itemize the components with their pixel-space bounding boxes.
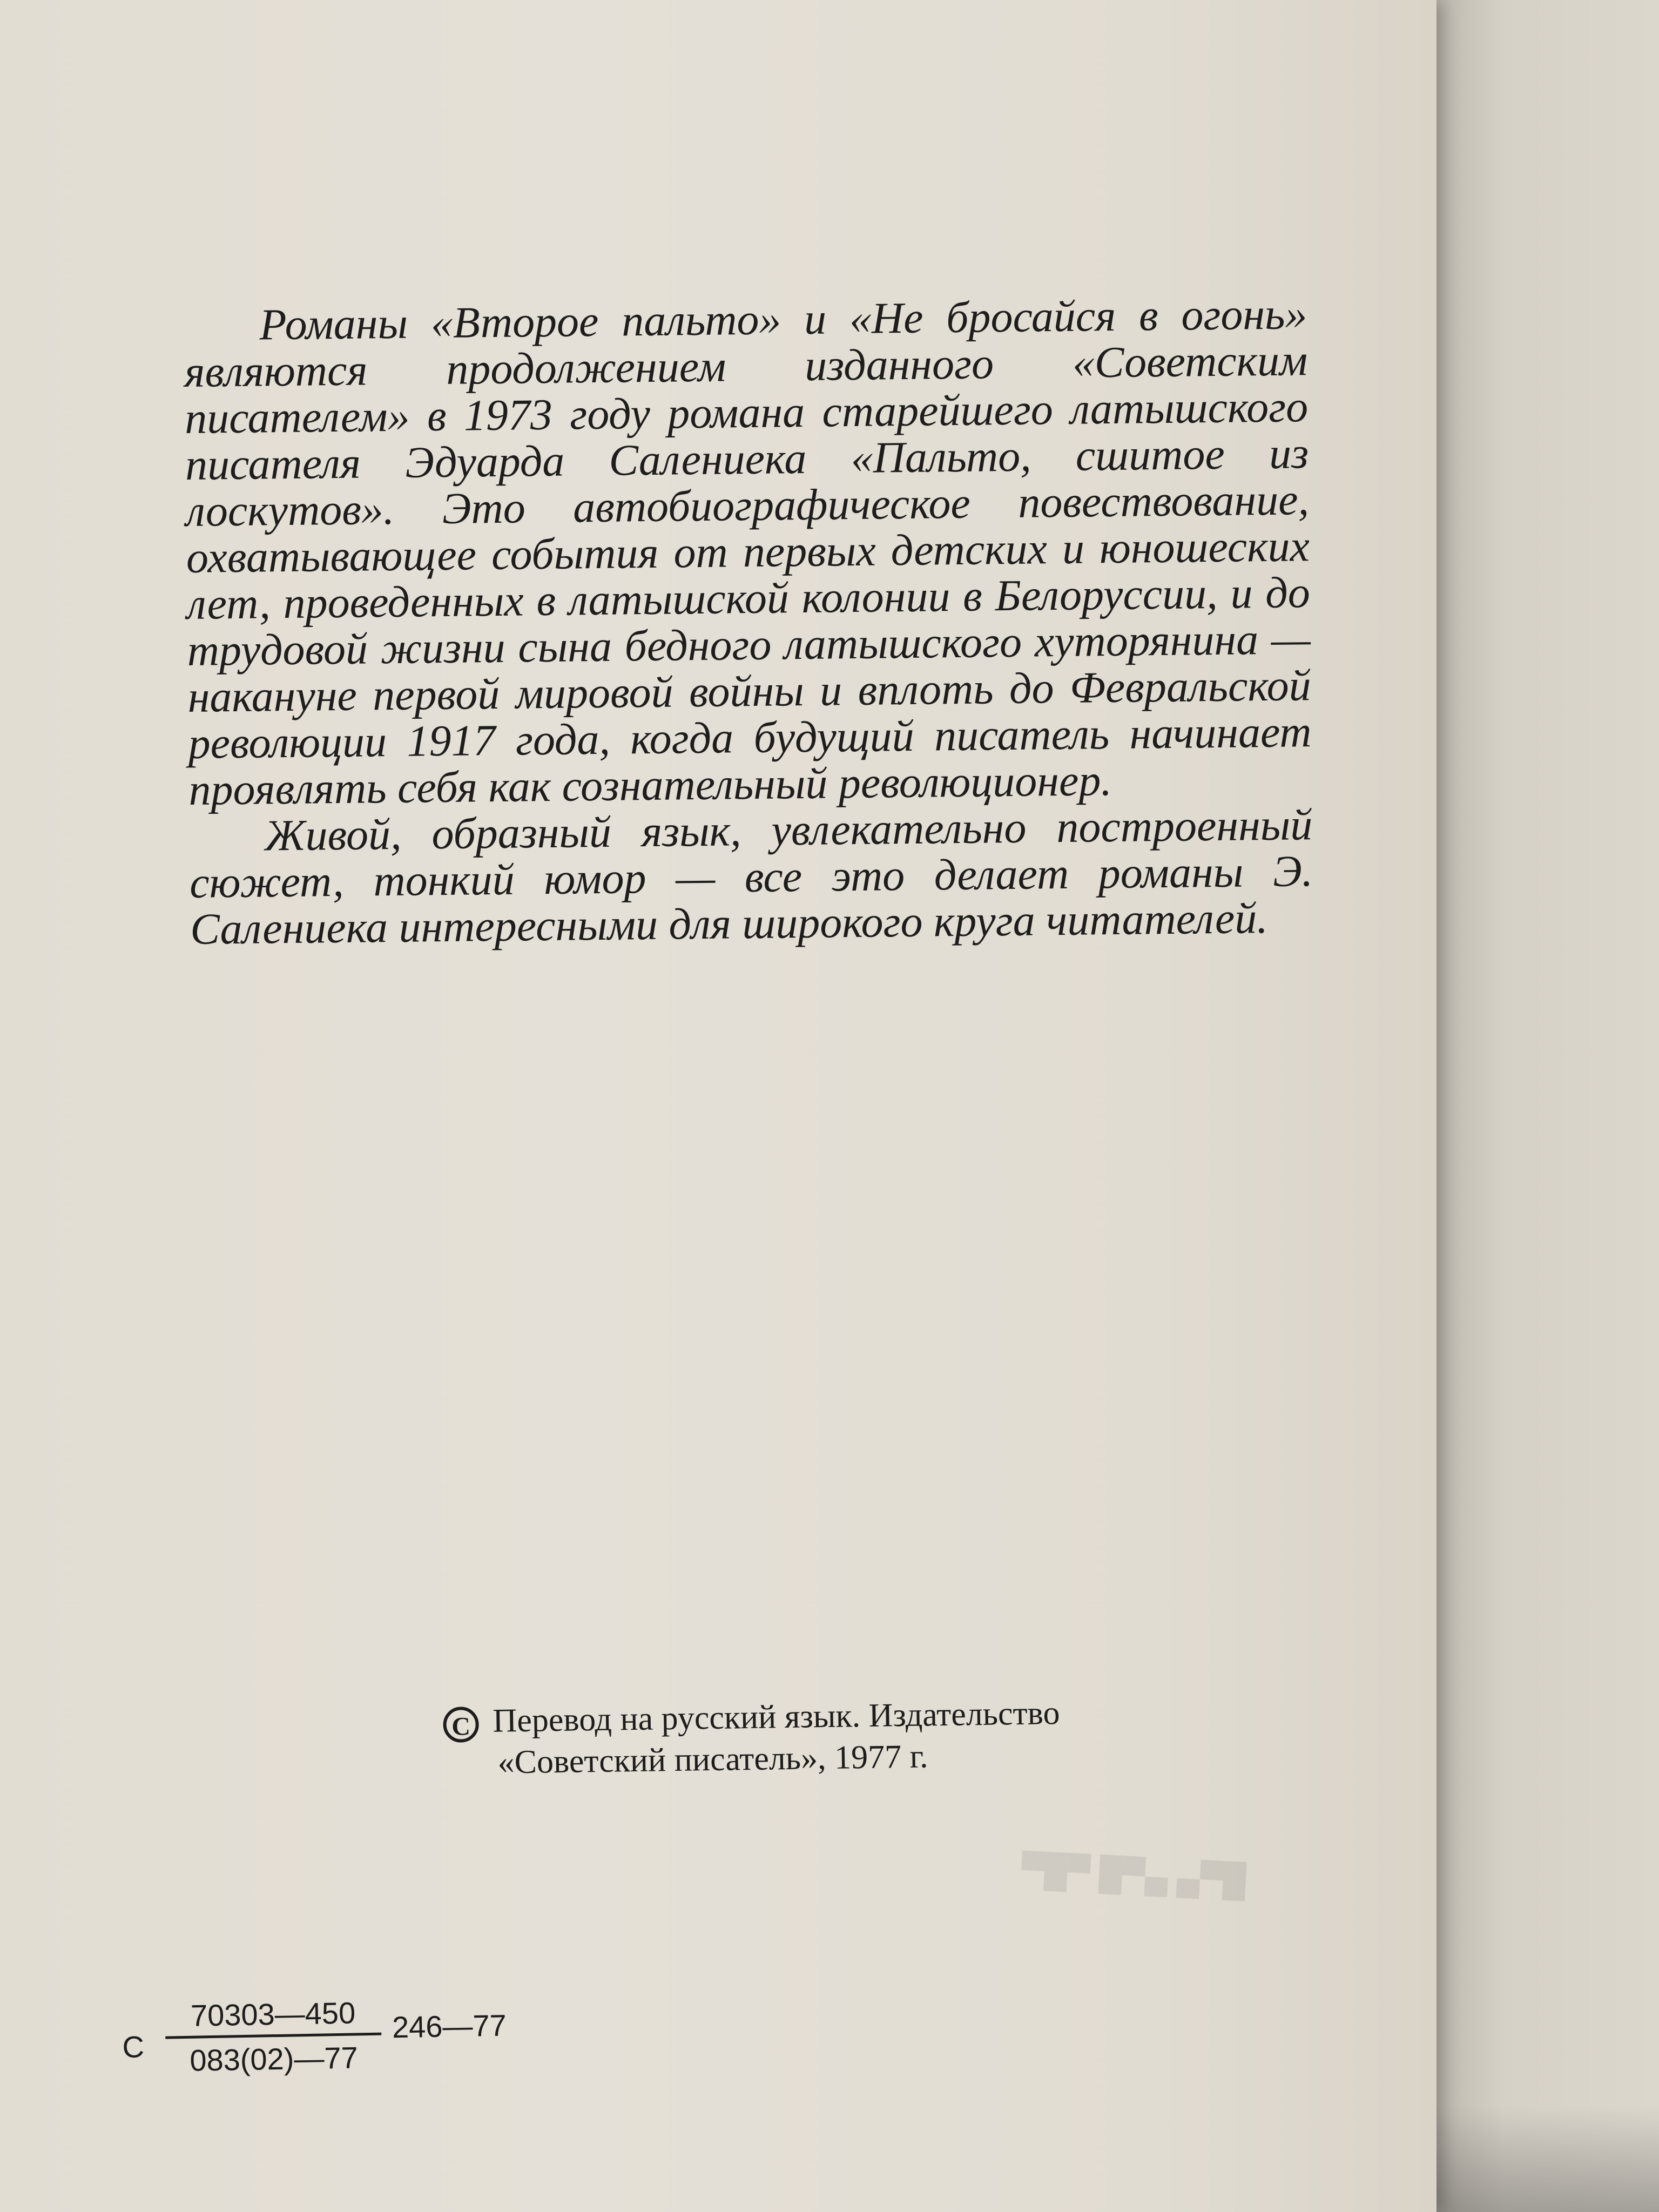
copyright-notice <box>443 1690 1254 1784</box>
catalog-index <box>122 1991 534 2106</box>
copyright-line-1: Перевод на русский язык. Издательство <box>493 1695 1060 1739</box>
index-denominator: 083(02)—77 <box>189 2040 359 2078</box>
index-fraction <box>165 1994 382 2080</box>
index-numerator: 70303—450 <box>190 1995 356 2033</box>
copyright-line-2: «Советский писатель», 1977 г. <box>497 1738 928 1781</box>
copyright-icon: C <box>443 1707 479 1743</box>
index-suffix: 246—77 <box>392 2008 507 2045</box>
annotation-text <box>184 291 1313 953</box>
annotation-paragraph-1: Романы «Второе пальто» и «Не бросайся в огонь» являются продолжением изданного «Советским писателем» в 1973 году романа старейшего латышского писателя Эдуарда Салениека «Пальто, сшитое из лоскутов». Это автобиографическое повествование, охватывающее события от первых детских и юношеских лет, проведенных в латышской колонии в Белоруссии, и до трудовой жизни сына бедного латышского хуторянина — накануне первой мировой войны и вплоть до Февральской революции 1917 года, когда будущий писатель начинает проявлять себя как сознательный революционер. <box>184 289 1312 814</box>
annotation-paragraph-2: Живой, образный язык, увлекательно построенный сюжет, тонкий юмор — все это делает романы Э. Салениека интересными для широкого круга читателей. <box>189 800 1313 954</box>
next-page-edge <box>1437 0 1659 2212</box>
show-through-text: █▀▄ ▄▀█ ▀█▀ <box>1020 1850 1247 1899</box>
index-letter: С <box>122 2029 145 2064</box>
